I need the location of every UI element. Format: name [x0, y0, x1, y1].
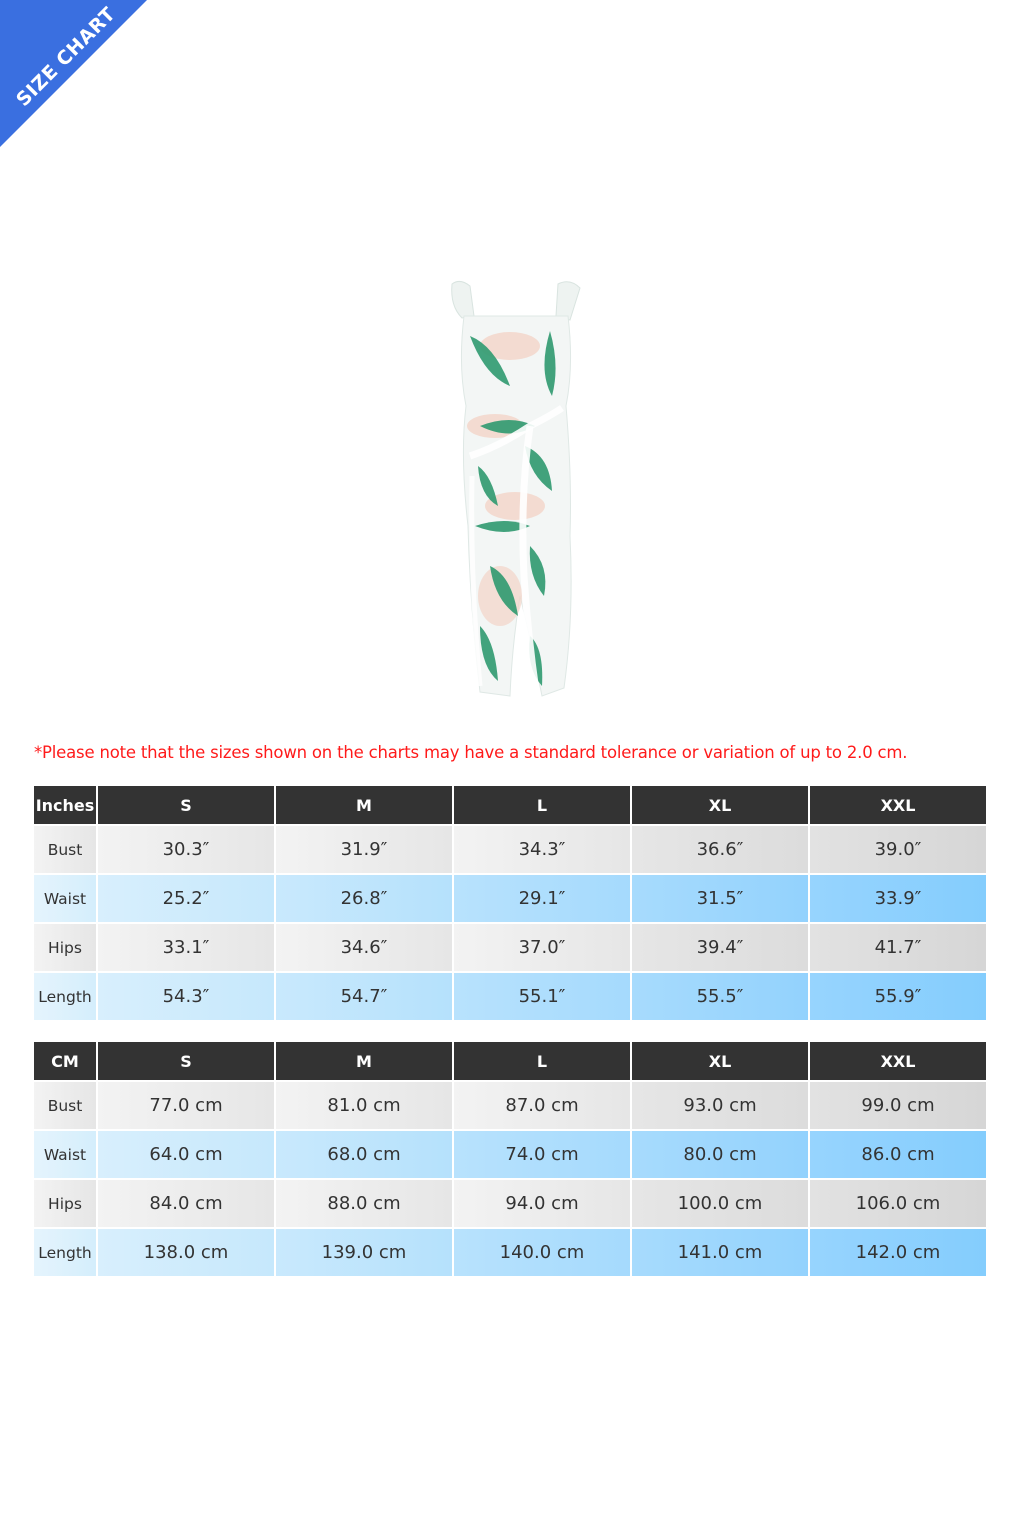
table-cell: 55.9″ — [810, 973, 986, 1020]
table-cell: 86.0 cm — [810, 1131, 986, 1178]
table-cell: 29.1″ — [454, 875, 630, 922]
table-cell: 41.7″ — [810, 924, 986, 971]
size-header-m: M — [276, 786, 452, 824]
table-cell: 138.0 cm — [98, 1229, 274, 1276]
table-row — [34, 826, 986, 873]
tolerance-note: *Please note that the sizes shown on the charts may have a standard tolerance or variation of up to 2.0 cm. — [34, 743, 908, 762]
table-cell: 141.0 cm — [632, 1229, 808, 1276]
table-row — [34, 924, 986, 971]
size-header-xl: XL — [632, 1042, 808, 1080]
row-label: Waist — [34, 875, 96, 922]
size-header-xxl: XXL — [810, 786, 986, 824]
table-row — [34, 1082, 986, 1129]
row-label: Length — [34, 1229, 96, 1276]
table-cell: 140.0 cm — [454, 1229, 630, 1276]
table-cell: 139.0 cm — [276, 1229, 452, 1276]
table-row — [34, 875, 986, 922]
dress-illustration — [440, 276, 590, 704]
table-cell: 64.0 cm — [98, 1131, 274, 1178]
table-cell: 84.0 cm — [98, 1180, 274, 1227]
table-cell: 100.0 cm — [632, 1180, 808, 1227]
table-cell: 94.0 cm — [454, 1180, 630, 1227]
unit-header: Inches — [34, 786, 96, 824]
table-cell: 34.6″ — [276, 924, 452, 971]
row-label: Length — [34, 973, 96, 1020]
size-table-inches — [32, 784, 988, 1022]
table-cell: 37.0″ — [454, 924, 630, 971]
table-cell: 34.3″ — [454, 826, 630, 873]
table-cell: 30.3″ — [98, 826, 274, 873]
table-row — [34, 1229, 986, 1276]
table-row — [34, 973, 986, 1020]
table-cell: 99.0 cm — [810, 1082, 986, 1129]
table-cell: 93.0 cm — [632, 1082, 808, 1129]
table-cell: 33.1″ — [98, 924, 274, 971]
table-cell: 106.0 cm — [810, 1180, 986, 1227]
table-cell: 39.4″ — [632, 924, 808, 971]
size-chart-badge — [0, 0, 150, 150]
table-cell: 74.0 cm — [454, 1131, 630, 1178]
table-cell: 31.5″ — [632, 875, 808, 922]
size-table-cm — [32, 1040, 988, 1278]
table-cell: 33.9″ — [810, 875, 986, 922]
table-cell: 81.0 cm — [276, 1082, 452, 1129]
table-row — [34, 1180, 986, 1227]
table-cell: 88.0 cm — [276, 1180, 452, 1227]
table-cell: 80.0 cm — [632, 1131, 808, 1178]
row-label: Hips — [34, 1180, 96, 1227]
table-cell: 68.0 cm — [276, 1131, 452, 1178]
table-cell: 25.2″ — [98, 875, 274, 922]
table-cell: 26.8″ — [276, 875, 452, 922]
size-header-s: S — [98, 1042, 274, 1080]
table-cell: 54.7″ — [276, 973, 452, 1020]
table-header-row — [34, 786, 986, 824]
product-image — [440, 276, 590, 704]
table-cell: 55.5″ — [632, 973, 808, 1020]
row-label: Bust — [34, 826, 96, 873]
size-header-l: L — [454, 1042, 630, 1080]
table-header-row — [34, 1042, 986, 1080]
table-cell: 55.1″ — [454, 973, 630, 1020]
table-cell: 39.0″ — [810, 826, 986, 873]
row-label: Bust — [34, 1082, 96, 1129]
unit-header: CM — [34, 1042, 96, 1080]
table-row — [34, 1131, 986, 1178]
badge-label: SIZE CHART — [12, 3, 120, 111]
table-cell: 54.3″ — [98, 973, 274, 1020]
size-header-l: L — [454, 786, 630, 824]
table-cell: 142.0 cm — [810, 1229, 986, 1276]
size-header-xl: XL — [632, 786, 808, 824]
table-cell: 31.9″ — [276, 826, 452, 873]
row-label: Hips — [34, 924, 96, 971]
table-cell: 77.0 cm — [98, 1082, 274, 1129]
row-label: Waist — [34, 1131, 96, 1178]
size-header-xxl: XXL — [810, 1042, 986, 1080]
table-cell: 36.6″ — [632, 826, 808, 873]
table-cell: 87.0 cm — [454, 1082, 630, 1129]
size-header-s: S — [98, 786, 274, 824]
badge-triangle — [0, 0, 147, 147]
size-header-m: M — [276, 1042, 452, 1080]
